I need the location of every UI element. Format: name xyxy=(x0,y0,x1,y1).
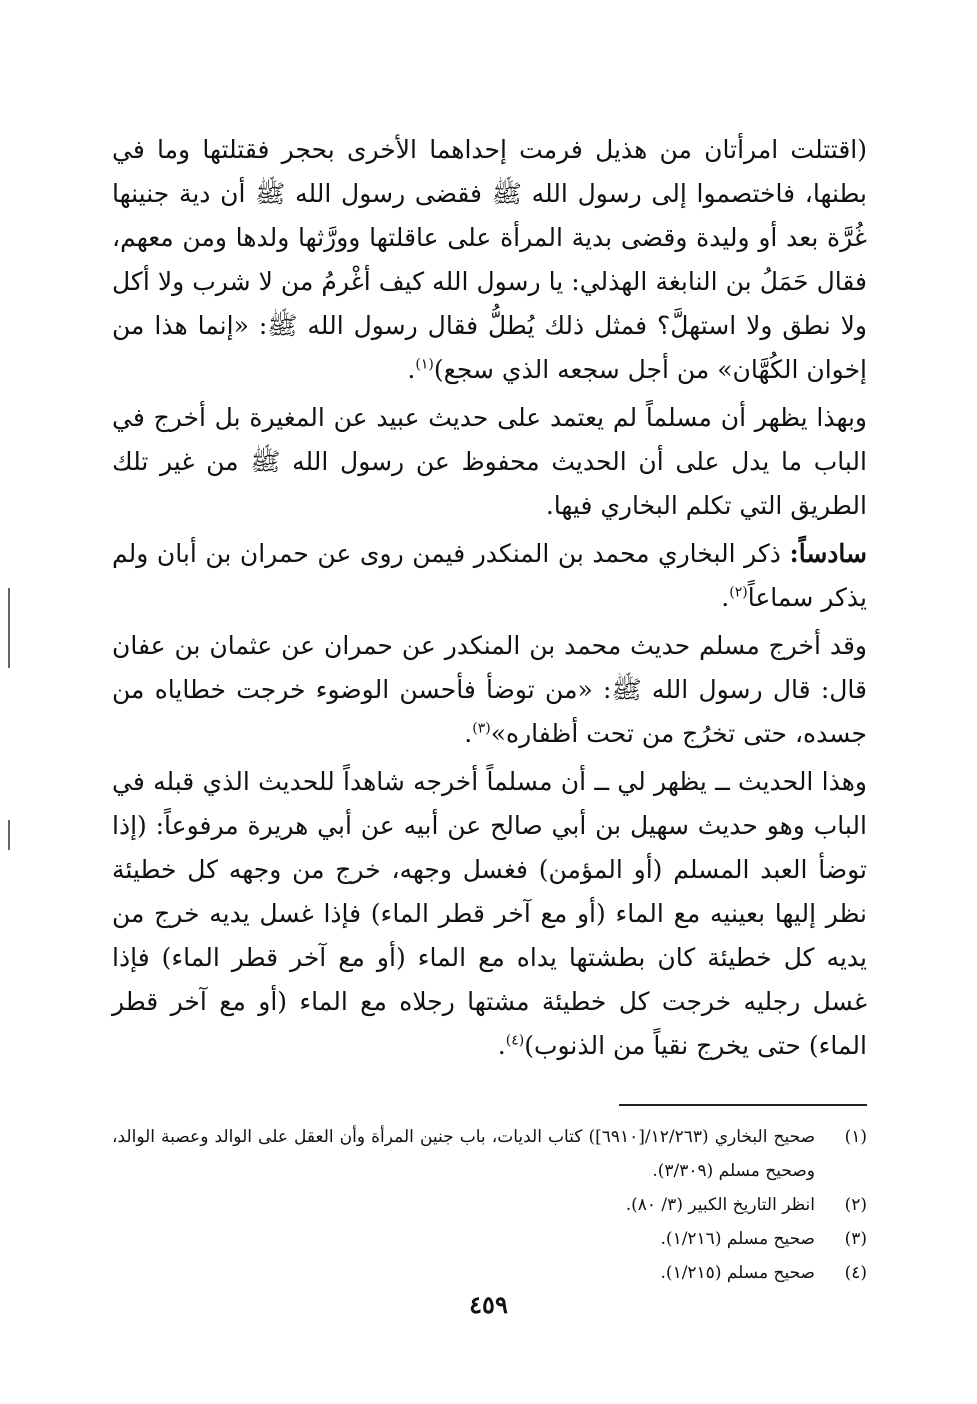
footnote-text: صحيح مسلم (١/٢١٥). xyxy=(660,1263,815,1283)
footnotes xyxy=(112,1120,867,1290)
paragraph-text: وقد أخرج مسلم حديث محمد بن المنكدر عن حمران عن عثمان بن عفان قال: قال رسول الله ﷺ: «من توضأ فأحسن الوضوء خرجت خطاياه من جسده، حتى تخرُج من تحت أظفاره» xyxy=(112,631,867,748)
paragraph-4 xyxy=(112,624,867,756)
footnote-1 xyxy=(112,1120,867,1188)
footnote-text: انظر التاريخ الكبير (٣/ ٨٠). xyxy=(625,1195,815,1215)
footnote-ref: (١) xyxy=(415,356,434,373)
footnote-number: (٣) xyxy=(844,1229,867,1249)
paragraph-3 xyxy=(112,532,867,620)
footnote-separator xyxy=(619,1104,867,1106)
footnote-text: صحيح مسلم (١/٢١٦). xyxy=(660,1229,815,1249)
footnote-4 xyxy=(112,1256,867,1290)
body-text xyxy=(112,128,867,1068)
paragraph-text: (اقتتلت امرأتان من هذيل فرمت إحداهما الأخرى بحجر فقتلتها وما في بطنها، فاختصموا إلى رسول الله ﷺ فقضى رسول الله ﷺ أن دية جنينها غُرَّة بعد أو وليدة وقضى بدية المرأة على عاقلتها وورَّثها ولدها ومن معهم، فقال حَمَلُ بن النابغة الهذلي: يا رسول الله كيف أغْرمُ من لا شرب ولا أكل ولا نطق ولا استهلَّ؟ فمثل ذلك يُطلُّ فقال رسول الله ﷺ: «إنما هذا من إخوان الكُهَّان» من أجل سجعه الذي سجع) xyxy=(112,135,867,384)
paragraph-text: وبهذا يظهر أن مسلماً لم يعتمد على حديث عبيد عن المغيرة بل أخرج في الباب ما يدل على أن الحديث محفوظ عن رسول الله ﷺ من غير تلك الطريق التي تكلم البخاري فيها. xyxy=(112,403,867,520)
page-content xyxy=(112,128,867,1290)
paragraph-lead: سادساً: xyxy=(789,539,867,568)
paragraph-1 xyxy=(112,128,867,392)
footnote-ref: (٢) xyxy=(729,584,748,601)
footnote-3 xyxy=(112,1222,867,1256)
paragraph-text: ذكر البخاري محمد بن المنكدر فيمن روى عن حمران بن أبان ولم يذكر سماعاً xyxy=(112,539,867,612)
footnote-text: صحيح البخاري (١٢/٢٦٣/[٦٩١٠]) كتاب الديات، باب جنين المرأة وأن العقل على الوالد وعصبة الوالد، وصحيح مسلم (٣/٣٠٩). xyxy=(112,1127,815,1181)
paragraph-text: وهذا الحديث ــ يظهر لي ــ أن مسلماً أخرجه شاهداً للحديث الذي قبله في الباب وهو حديث سهيل بن أبي صالح عن أبيه عن أبي هريرة مرفوعاً: (إذا توضأ العبد المسلم (أو المؤمن) فغسل وجهه، خرج من وجهه كل خطيئة نظر إليها بعينيه مع الماء (أو مع آخر قطر الماء) فإذا غسل يديه خرج من يديه كل خطيئة كان بطشتها يداه مع الماء (أو مع آخر قطر الماء) فإذا غسل رجليه خرجت كل خطيئة مشتها رجلاه مع الماء (أو مع آخر قطر الماء) حتى يخرج نقياً من الذنوب) xyxy=(112,767,867,1060)
footnote-number: (٤) xyxy=(844,1263,867,1283)
paragraph-5 xyxy=(112,760,867,1068)
footnote-ref: (٤) xyxy=(505,1032,525,1049)
footnote-2 xyxy=(112,1188,867,1222)
margin-mark-top xyxy=(8,588,10,668)
footnote-number: (٢) xyxy=(844,1195,867,1215)
margin-mark-bottom xyxy=(8,820,10,850)
paragraph-end: . xyxy=(464,719,473,748)
paragraph-2 xyxy=(112,396,867,528)
footnote-ref: (٣) xyxy=(472,720,491,737)
page-number: ٤٥٩ xyxy=(469,1290,508,1319)
footnote-number: (١) xyxy=(844,1127,867,1147)
paragraph-end: . xyxy=(721,583,730,612)
paragraph-end: . xyxy=(407,355,416,384)
paragraph-end: . xyxy=(497,1031,506,1060)
